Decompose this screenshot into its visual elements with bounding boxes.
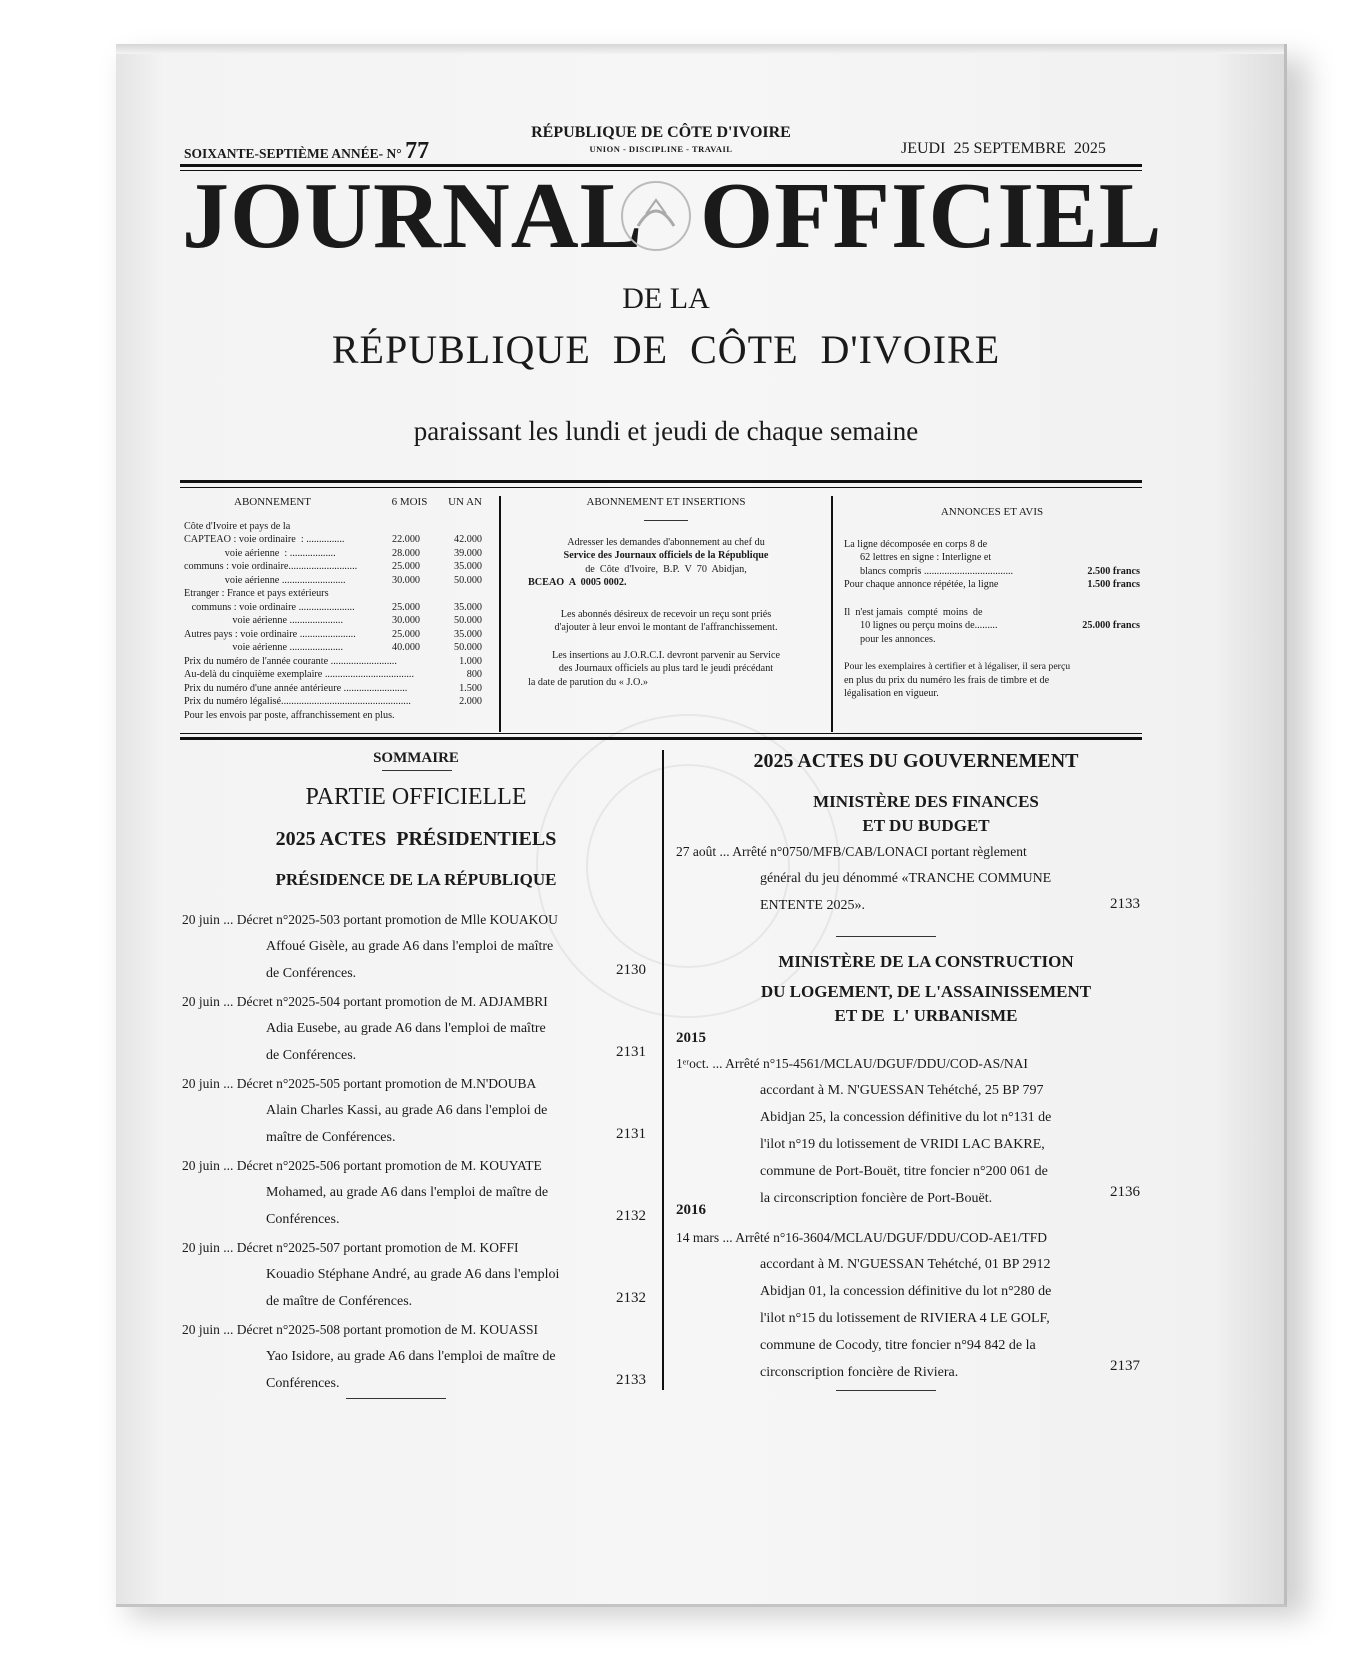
price-row [184,655,482,669]
rate-label: CAPTEAO : voie ordinaire : ............... [184,534,345,545]
gov-entry-line: circonscription foncière de Riviera. [760,1365,959,1380]
gov-entry-2 [676,1050,1146,1212]
entry-line-2: Alain Charles Kassi, au grade A6 dans l'emploi de [266,1103,548,1118]
insertions-p3b: des Journaux officiels au plus tard le jeudi précédant [558,663,774,674]
republic-header: RÉPUBLIQUE DE CÔTE D'IVOIRE [531,124,791,141]
sommaire-entry [182,906,622,987]
abonnement-block [184,496,482,722]
entry-line-3: Conférences. [266,1376,340,1391]
insertions-p3a: Les insertions au J.O.R.C.I. devront parvenir au Service [551,649,781,661]
price-label: Prix du numéro de l'année courante .......................... [184,655,397,667]
gov-entry-line: commune de Cocody, titre foncier n°94 842 de la [760,1338,1036,1353]
partie-officielle: PARTIE OFFICIELLE [305,784,527,810]
entry-first-line: 20 juin ... Décret n°2025-506 portant promotion de M. KOUYATE [182,1158,542,1173]
rate-label: voie aérienne ......................... [184,574,346,586]
gov-entry-line: l'ilot n°19 du lotissement de VRIDI LAC BAKRE, [760,1137,1045,1152]
entry-page-number: 2131 [616,1126,646,1142]
rate-one-year: 35.000 [453,601,482,613]
journal-title-right: OFFICIEL [700,164,1163,268]
republic-title: RÉPUBLIQUE DE CÔTE D'IVOIRE [331,327,1001,372]
insertions-p2a: Les abonnés désireux de recevoir un reçu sont priés [560,608,772,620]
entry-page-number: 2133 [616,1372,646,1388]
rate-one-year: 35.000 [453,561,482,572]
region1-row [184,547,482,561]
motto: UNION - DISCIPLINE - TRAVAIL [589,144,733,154]
gov-entry-3 [676,1224,1146,1386]
annonces-l3-value: 2.500 francs [1087,565,1140,577]
info-rule-top-2 [180,487,1142,488]
presidence-head: PRÉSIDENCE DE LA RÉPUBLIQUE [275,870,557,889]
insertions-head: ABONNEMENT ET INSERTIONS [586,496,746,508]
rate-one-year: 35.000 [453,628,482,640]
info-divider-2 [831,496,833,732]
insertions-block [514,496,818,689]
insertions-p1a: Adresser les demandes d'abonnement au chef du [567,536,765,548]
entry-line-2: Adia Eusebe, au grade A6 dans l'emploi de maître [266,1021,546,1036]
annonces-l8: Pour les exemplaires à certifier et à légaliser, il sera perçu [844,661,1071,672]
six-months-head: 6 MOIS [391,496,428,508]
sommaire-entry [182,1070,622,1151]
issue-number: 77 [405,138,430,164]
sommaire-entry [182,988,622,1069]
rate-one-year: 50.000 [453,642,482,653]
entry-page-number: 2132 [616,1208,646,1224]
rate-label: communs : voie ordinaire........................... [184,561,358,572]
entry-line-3: de Conférences. [266,1048,357,1063]
annonces-l7: pour les annonces. [860,633,936,645]
rate-label: voie aérienne ..................... [184,642,344,653]
region-1: Côte d'Ivoire et pays de la [184,520,291,532]
actes-presidentiels: 2025 ACTES PRÉSIDENTIELS [275,828,557,850]
sommaire-entry [182,1152,622,1233]
entry-page-number: 2132 [616,1290,646,1306]
gov-entry-1-l2: général du jeu dénommé «TRANCHE COMMUNE [760,871,1052,886]
gov-entry-1-l3: ENTENTE 2025». [760,898,865,913]
rate-six-months: 25.000 [391,628,420,640]
region1-row [184,533,482,547]
rate-label: voie aérienne : .................. [184,547,336,559]
rate-six-months: 25.000 [391,601,420,613]
price-row [184,668,482,682]
entry-line-2: Mohamed, au grade A6 dans l'emploi de maître de [266,1185,549,1200]
price-value: 800 [466,669,482,680]
entry-first-line: 20 juin ... Décret n°2025-508 portant promotion de M. KOUASSI [182,1322,538,1337]
entry-line-3: de maître de Conférences. [266,1294,413,1309]
ministry-finances-a: MINISTÈRE DES FINANCES [813,792,1039,811]
region2-row [184,614,482,628]
abonnement-footer: Pour les envois par poste, affranchissement en plus. [184,709,395,721]
region-2: Etranger : France et pays extérieurs [184,588,329,599]
entry-first-line: 20 juin ... Décret n°2025-503 portant promotion de Mlle KOUAKOU [182,912,558,927]
entry-page-number: 2131 [616,1044,646,1060]
ministry-construction-c: ET DE L' URBANISME [834,1006,1018,1025]
ministry-construction-a: MINISTÈRE DE LA CONSTRUCTION [778,952,1074,971]
rate-six-months: 30.000 [391,615,420,626]
price-value: 1.000 [459,655,482,667]
info-rule-top [180,480,1142,483]
journal-title-left: JOURNAL [182,164,644,268]
entry-page-number: 2130 [616,962,646,978]
ministry-construction-b: DU LOGEMENT, DE L'ASSAINISSEMENT [760,982,1092,1001]
ministry-finances-b: ET DU BUDGET [862,816,990,835]
gov-end-rule [836,1390,936,1391]
region1-row [184,574,482,588]
gov-entry-3-first: 14 mars ... Arrêté n°16-3604/MCLAU/DGUF/DDU/COD-AE1/TFD [676,1230,1047,1245]
gov-entry-1-page: 2133 [1110,896,1140,912]
entry-line-3: Conférences. [266,1212,340,1227]
sommaire-entry [182,1234,622,1315]
one-year-head: UN AN [448,496,482,508]
gov-entry-2-first: 1ᵉʳoct. ... Arrêté n°15-4561/MCLAU/DGUF/DDU/COD-AS/NAI [676,1056,1028,1071]
insertions-head-rule [644,520,688,521]
rate-one-year: 50.000 [453,574,482,586]
insertions-p1c: de Côte d'Ivoire, B.P. V 70 Abidjan, [585,563,747,575]
insertions-p1d: BCEAO A 0005 0002. [528,577,627,588]
column-divider [662,750,664,1390]
info-rule-bottom [180,733,1142,734]
price-label: Prix du numéro d'une année antérieure ......................... [184,682,408,694]
rate-six-months: 28.000 [391,547,420,559]
frequency-line: paraissant les lundi et jeudi de chaque semaine [413,416,919,446]
gov-rule-1 [836,936,936,937]
sommaire-rule [382,770,452,771]
year-2016: 2016 [676,1202,706,1218]
entry-line-2: Yao Isidore, au grade A6 dans l'emploi de maître de [266,1349,556,1364]
rate-label: Autres pays : voie ordinaire ...................... [184,628,356,640]
insertions-p1b: Service des Journaux officiels de la République [563,550,769,561]
annonces-l6: 10 lignes ou perçu moins de......... [860,620,998,631]
price-value: 1.500 [459,682,482,694]
annonces-l4: Pour chaque annonce répétée, la ligne [844,579,999,590]
left-end-rule [346,1398,446,1399]
annonces-l9: en plus du prix du numéro les frais de timbre et de [844,674,1050,686]
gov-entry-line: commune de Port-Bouët, titre foncier n°200 061 de [760,1164,1048,1179]
gov-entry-2-page: 2136 [1110,1184,1140,1200]
entry-line-3: de Conférences. [266,966,357,981]
entry-first-line: 20 juin ... Décret n°2025-507 portant promotion de M. KOFFI [182,1240,519,1255]
annonces-l6-value: 25.000 francs [1082,620,1140,631]
annonces-l5: Il n'est jamais compté moins de [844,606,983,618]
year-label: SOIXANTE-SEPTIÈME ANNÉE- N° [184,146,402,161]
sommaire-head: SOMMAIRE [373,750,459,766]
gov-entry-line: Abidjan 01, la concession définitive du lot n°280 de [760,1284,1052,1299]
price-label: Au-delà du cinquième exemplaire ................................... [184,669,415,680]
price-label: Prix du numéro légalisé................................................... [184,696,411,707]
rate-one-year: 42.000 [453,534,482,545]
entry-first-line: 20 juin ... Décret n°2025-505 portant promotion de M.N'DOUBA [182,1076,537,1091]
region2-row [184,601,482,615]
annonces-l10: légalisation en vigueur. [844,688,939,699]
gov-entry-1-first: 27 août ... Arrêté n°0750/MFB/CAB/LONACI portant règlement [676,844,1027,859]
entry-line-2: Affoué Gisèle, au grade A6 dans l'emploi de maître [266,939,554,954]
abonnement-head: ABONNEMENT [234,496,311,508]
rate-six-months: 30.000 [391,574,420,586]
year-issue-line [184,138,429,165]
annonces-l2: 62 lettres en signe : Interligne et [860,552,992,563]
de-la: DE LA [622,282,710,315]
annonces-head: ANNONCES ET AVIS [940,506,1044,518]
gov-entry-line: accordant à M. N'GUESSAN Tehétché, 25 BP 797 [760,1083,1044,1098]
annonces-l1: La ligne décomposée en corps 8 de [844,538,988,550]
rate-one-year: 39.000 [453,547,482,559]
gov-entry-1 [676,838,1136,919]
gov-entry-line: la circonscription foncière de Port-Bouët. [760,1191,993,1206]
price-row [184,695,482,709]
entry-line-2: Kouadio Stéphane André, au grade A6 dans l'emploi [266,1267,560,1282]
info-divider-1 [499,496,501,732]
region2-row [184,641,482,655]
annonces-l3: blancs compris ................................... [860,565,1014,577]
info-rule-bottom-2 [180,737,1142,740]
region2-row [184,628,482,642]
annonces-l4-value: 1.500 francs [1087,579,1140,590]
gov-entry-line: l'ilot n°15 du lotissement de RIVIERA 4 LE GOLF, [760,1311,1050,1326]
rate-six-months: 25.000 [391,561,420,572]
gov-entry-line: Abidjan 25, la concession définitive du lot n°131 de [760,1110,1052,1125]
rate-six-months: 22.000 [391,534,420,545]
gouvernement-head: 2025 ACTES DU GOUVERNEMENT [753,750,1079,772]
price-value: 2.000 [459,696,482,707]
gov-entry-3-page: 2137 [1110,1358,1140,1374]
price-row [184,682,482,696]
rate-label: communs : voie ordinaire ...................... [184,601,355,613]
year-2015: 2015 [676,1030,706,1046]
annonces-block [844,496,1140,701]
coat-of-arms-icon [616,176,696,256]
gov-entry-line: accordant à M. N'GUESSAN Tehétché, 01 BP 2912 [760,1257,1051,1272]
entry-line-3: maître de Conférences. [266,1130,396,1145]
rate-one-year: 50.000 [453,615,482,626]
journal-page [116,44,1287,1607]
issue-date: JEUDI 25 SEPTEMBRE 2025 [901,140,1106,157]
rate-label: voie aérienne ..................... [184,615,344,626]
sommaire-entry [182,1316,622,1397]
insertions-p2b: d'ajouter à leur envoi le montant de l'affranchissement. [554,622,778,633]
region1-row [184,560,482,574]
rate-six-months: 40.000 [391,642,420,653]
entry-first-line: 20 juin ... Décret n°2025-504 portant promotion de M. ADJAMBRI [182,994,548,1009]
insertions-p3c: la date de parution du « J.O.» [528,676,648,688]
